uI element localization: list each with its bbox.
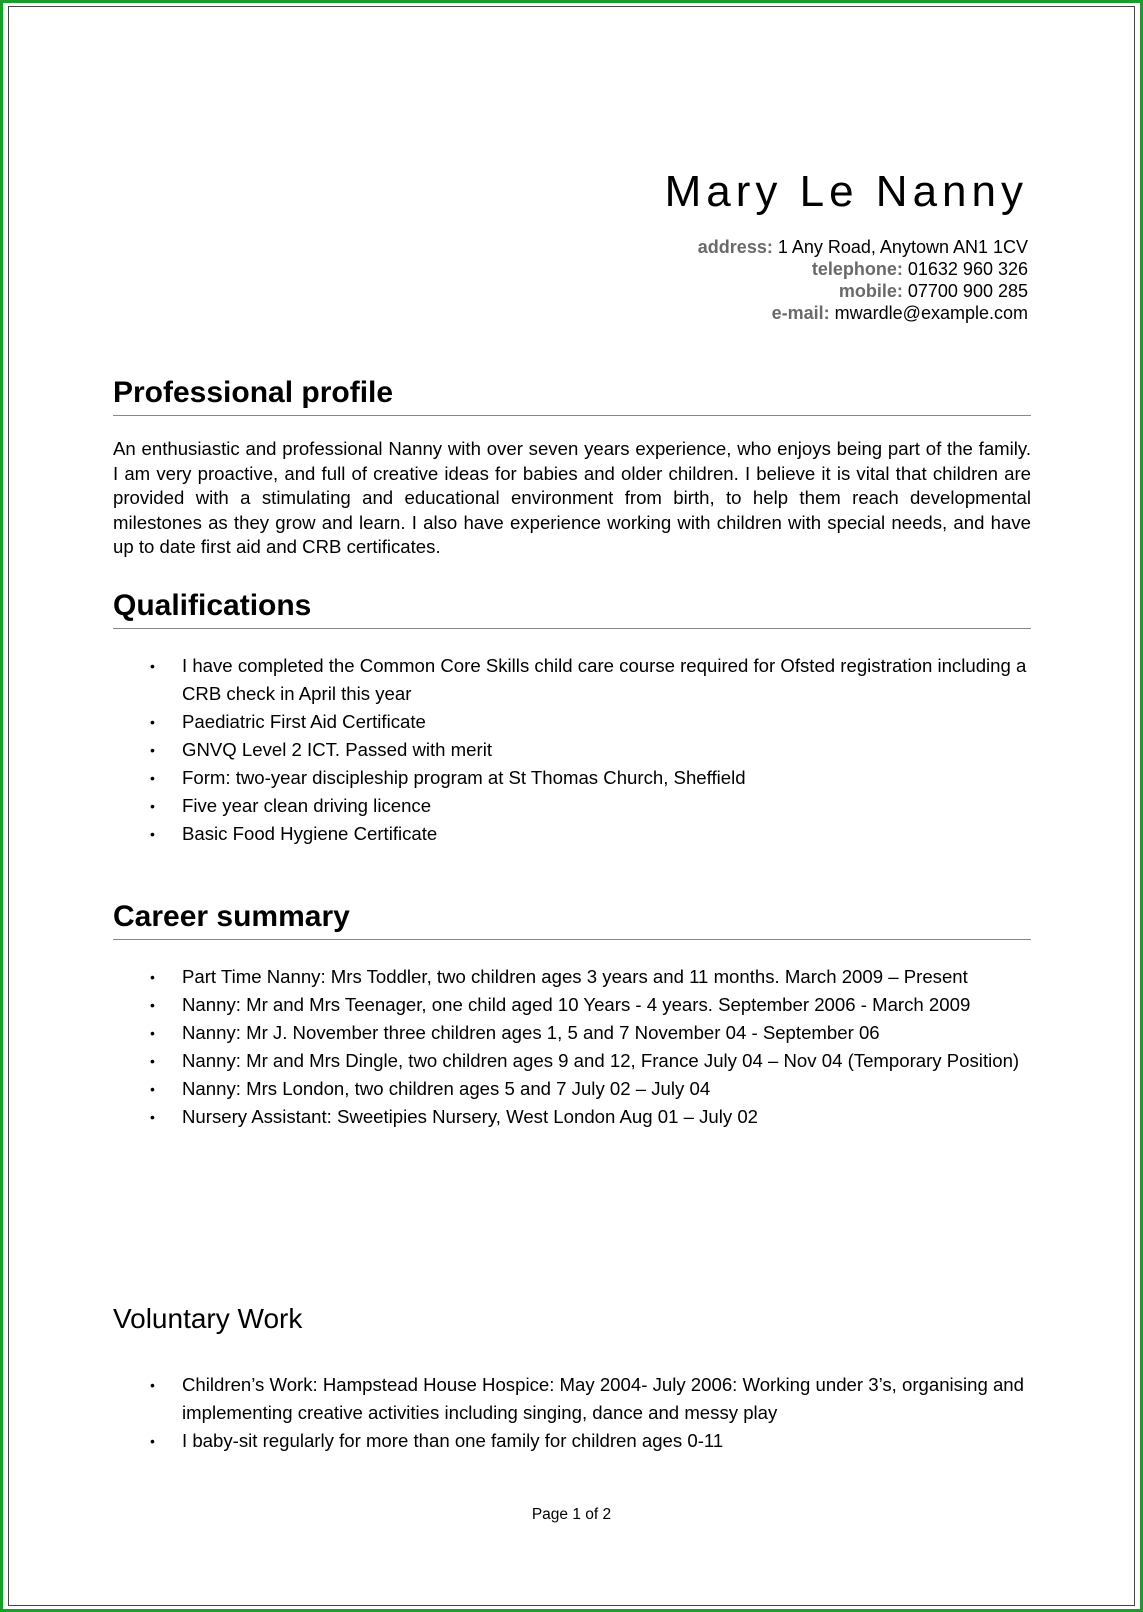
list-item-text: Part Time Nanny: Mrs Toddler, two children ages 3 years and 11 months. March 2009 – Present [182,966,968,987]
contact-value: 1 Any Road, Anytown AN1 1CV [772,237,1028,257]
list-item [150,708,1030,736]
career-list [150,963,1030,1131]
list-item-text: Paediatric First Aid Certificate [182,711,426,732]
list-item [150,1371,1030,1427]
list-item [150,1427,1030,1455]
list-item-text: I baby-sit regularly for more than one family for children ages 0-11 [182,1430,724,1451]
list-item-text: I have completed the Common Core Skills child care course required for Ofsted registration including a CRB check in April this year [182,655,1027,704]
contact-value: 07700 900 285 [902,281,1028,301]
career-heading: Career summary [113,900,1031,940]
list-item [150,1047,1030,1075]
list-item [150,991,1030,1019]
candidate-name: Mary Le Nanny [664,167,1028,216]
bullet-icon: • [150,798,155,814]
list-item-text: Nanny: Mrs London, two children ages 5 and 7 July 02 – July 04 [182,1078,711,1099]
contact-value: 01632 960 326 [902,259,1028,279]
bullet-icon: • [150,969,155,985]
contact-label: e-mail: [771,303,830,323]
bullet-icon: • [150,658,155,674]
contact-label: telephone: [811,259,903,279]
list-item-text: Nanny: Mr J. November three children ages 1, 5 and 7 November 04 - September 06 [182,1022,880,1043]
list-item-text: GNVQ Level 2 ICT. Passed with merit [182,739,493,760]
page-number: Page 1 of 2 [531,1506,612,1523]
list-item [150,1103,1030,1131]
voluntary-heading: Voluntary Work [113,1303,303,1334]
list-item-text: Form: two-year discipleship program at St Thomas Church, Sheffield [182,767,746,788]
list-item [150,1019,1030,1047]
list-item-text: Basic Food Hygiene Certificate [182,823,438,844]
bullet-icon: • [150,826,155,842]
profile-text: An enthusiastic and professional Nanny with over seven years experience, who enjoys being part of the family. I am very proactive, and full of creative ideas for babies and older children. I believe it is vital that children are provided with a stimulating and educational environment from birth, to help them reach developmental milestones as they grow and learn. I also have experience working with children with special needs, and have up to date first aid and CRB certificates. [113,438,1031,557]
list-item-text: Five year clean driving licence [182,795,432,816]
contact-label: mobile: [838,281,903,301]
bullet-icon: • [150,714,155,730]
voluntary-list [150,1371,1030,1455]
list-item-text: Nanny: Mr and Mrs Dingle, two children ages 9 and 12, France July 04 – Nov 04 (Temporary Position) [182,1050,1020,1071]
contact-mobile [698,280,1028,302]
contact-address [698,236,1028,258]
bullet-icon: • [150,997,155,1013]
bullet-icon: • [150,1109,155,1125]
bullet-icon: • [150,742,155,758]
list-item [150,792,1030,820]
bullet-icon: • [150,1377,155,1393]
bullet-icon: • [150,1053,155,1069]
list-item-text: Children’s Work: Hampstead House Hospice: May 2004- July 2006: Working under 3’s, organising and implementing creative activities including singing, dance and messy play [182,1374,1024,1423]
list-item [150,652,1030,708]
bullet-icon: • [150,770,155,786]
list-item [150,1075,1030,1103]
bullet-icon: • [150,1433,155,1449]
list-item [150,820,1030,848]
list-item [150,963,1030,991]
contact-block [698,236,1028,324]
list-item [150,736,1030,764]
contact-value: mwardle@example.com [829,303,1028,323]
qualifications-heading: Qualifications [113,589,1031,629]
contact-label: address: [697,237,773,257]
list-item-text: Nanny: Mr and Mrs Teenager, one child aged 10 Years - 4 years. September 2006 - March 2009 [182,994,971,1015]
contact-telephone [698,258,1028,280]
list-item-text: Nursery Assistant: Sweetipies Nursery, West London Aug 01 – July 02 [182,1106,759,1127]
profile-heading: Professional profile [113,376,1031,416]
bullet-icon: • [150,1081,155,1097]
qualifications-list [150,652,1030,848]
bullet-icon: • [150,1025,155,1041]
contact-email [698,302,1028,324]
list-item [150,764,1030,792]
